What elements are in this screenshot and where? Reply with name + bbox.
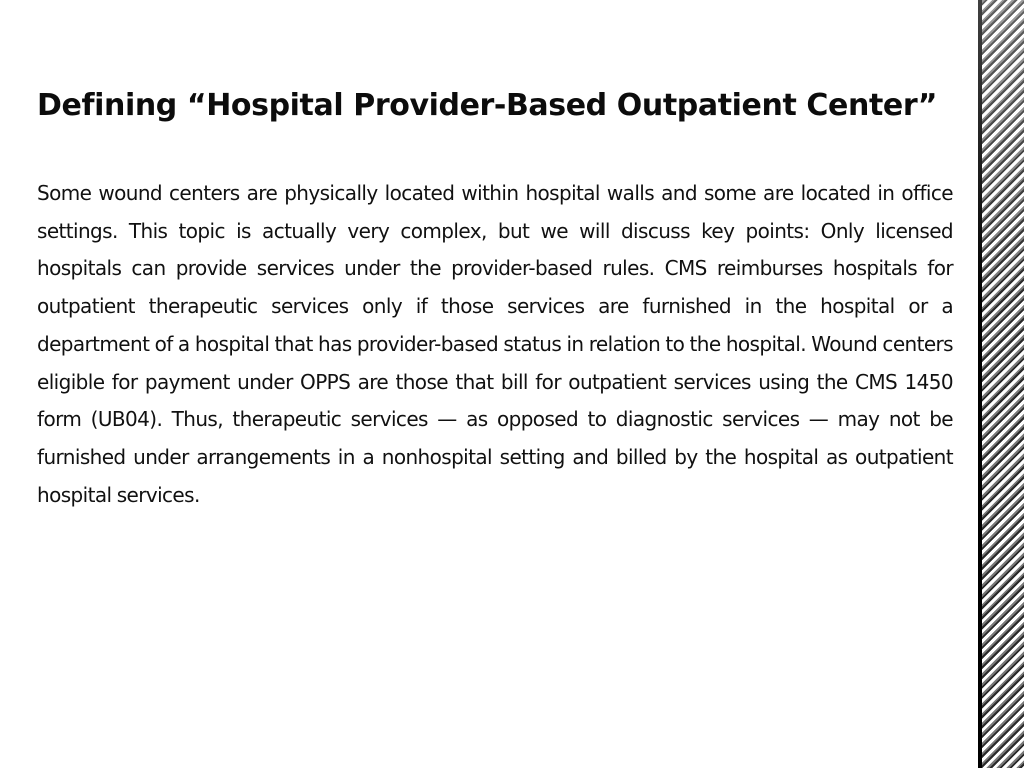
decorative-edge-fade bbox=[978, 0, 1024, 768]
slide-body-text: Some wound centers are physically located within hospital walls and some are located in office settings. This topic is actually very complex, but we will discuss key points: Only licensed hospitals can provide services under the provider-based rules. CMS reimburses hospitals for outpatient therapeutic services only if those services are furnished in the hospital or a department of a hospital that has provider-based status in relation to the hospital. Wound centers eligible for payment under OPPS are those that bill for outpatient services using the CMS 1450 form (UB04). Thus, therapeutic services — as opposed to diagnostic services — may not be furnished under arrangements in a nonhospital setting and billed by the hospital as outpatient hospital services. bbox=[37, 181, 953, 507]
slide-title: Defining “Hospital Provider-Based Outpatient Center” bbox=[37, 88, 938, 123]
slide-content bbox=[37, 82, 953, 514]
